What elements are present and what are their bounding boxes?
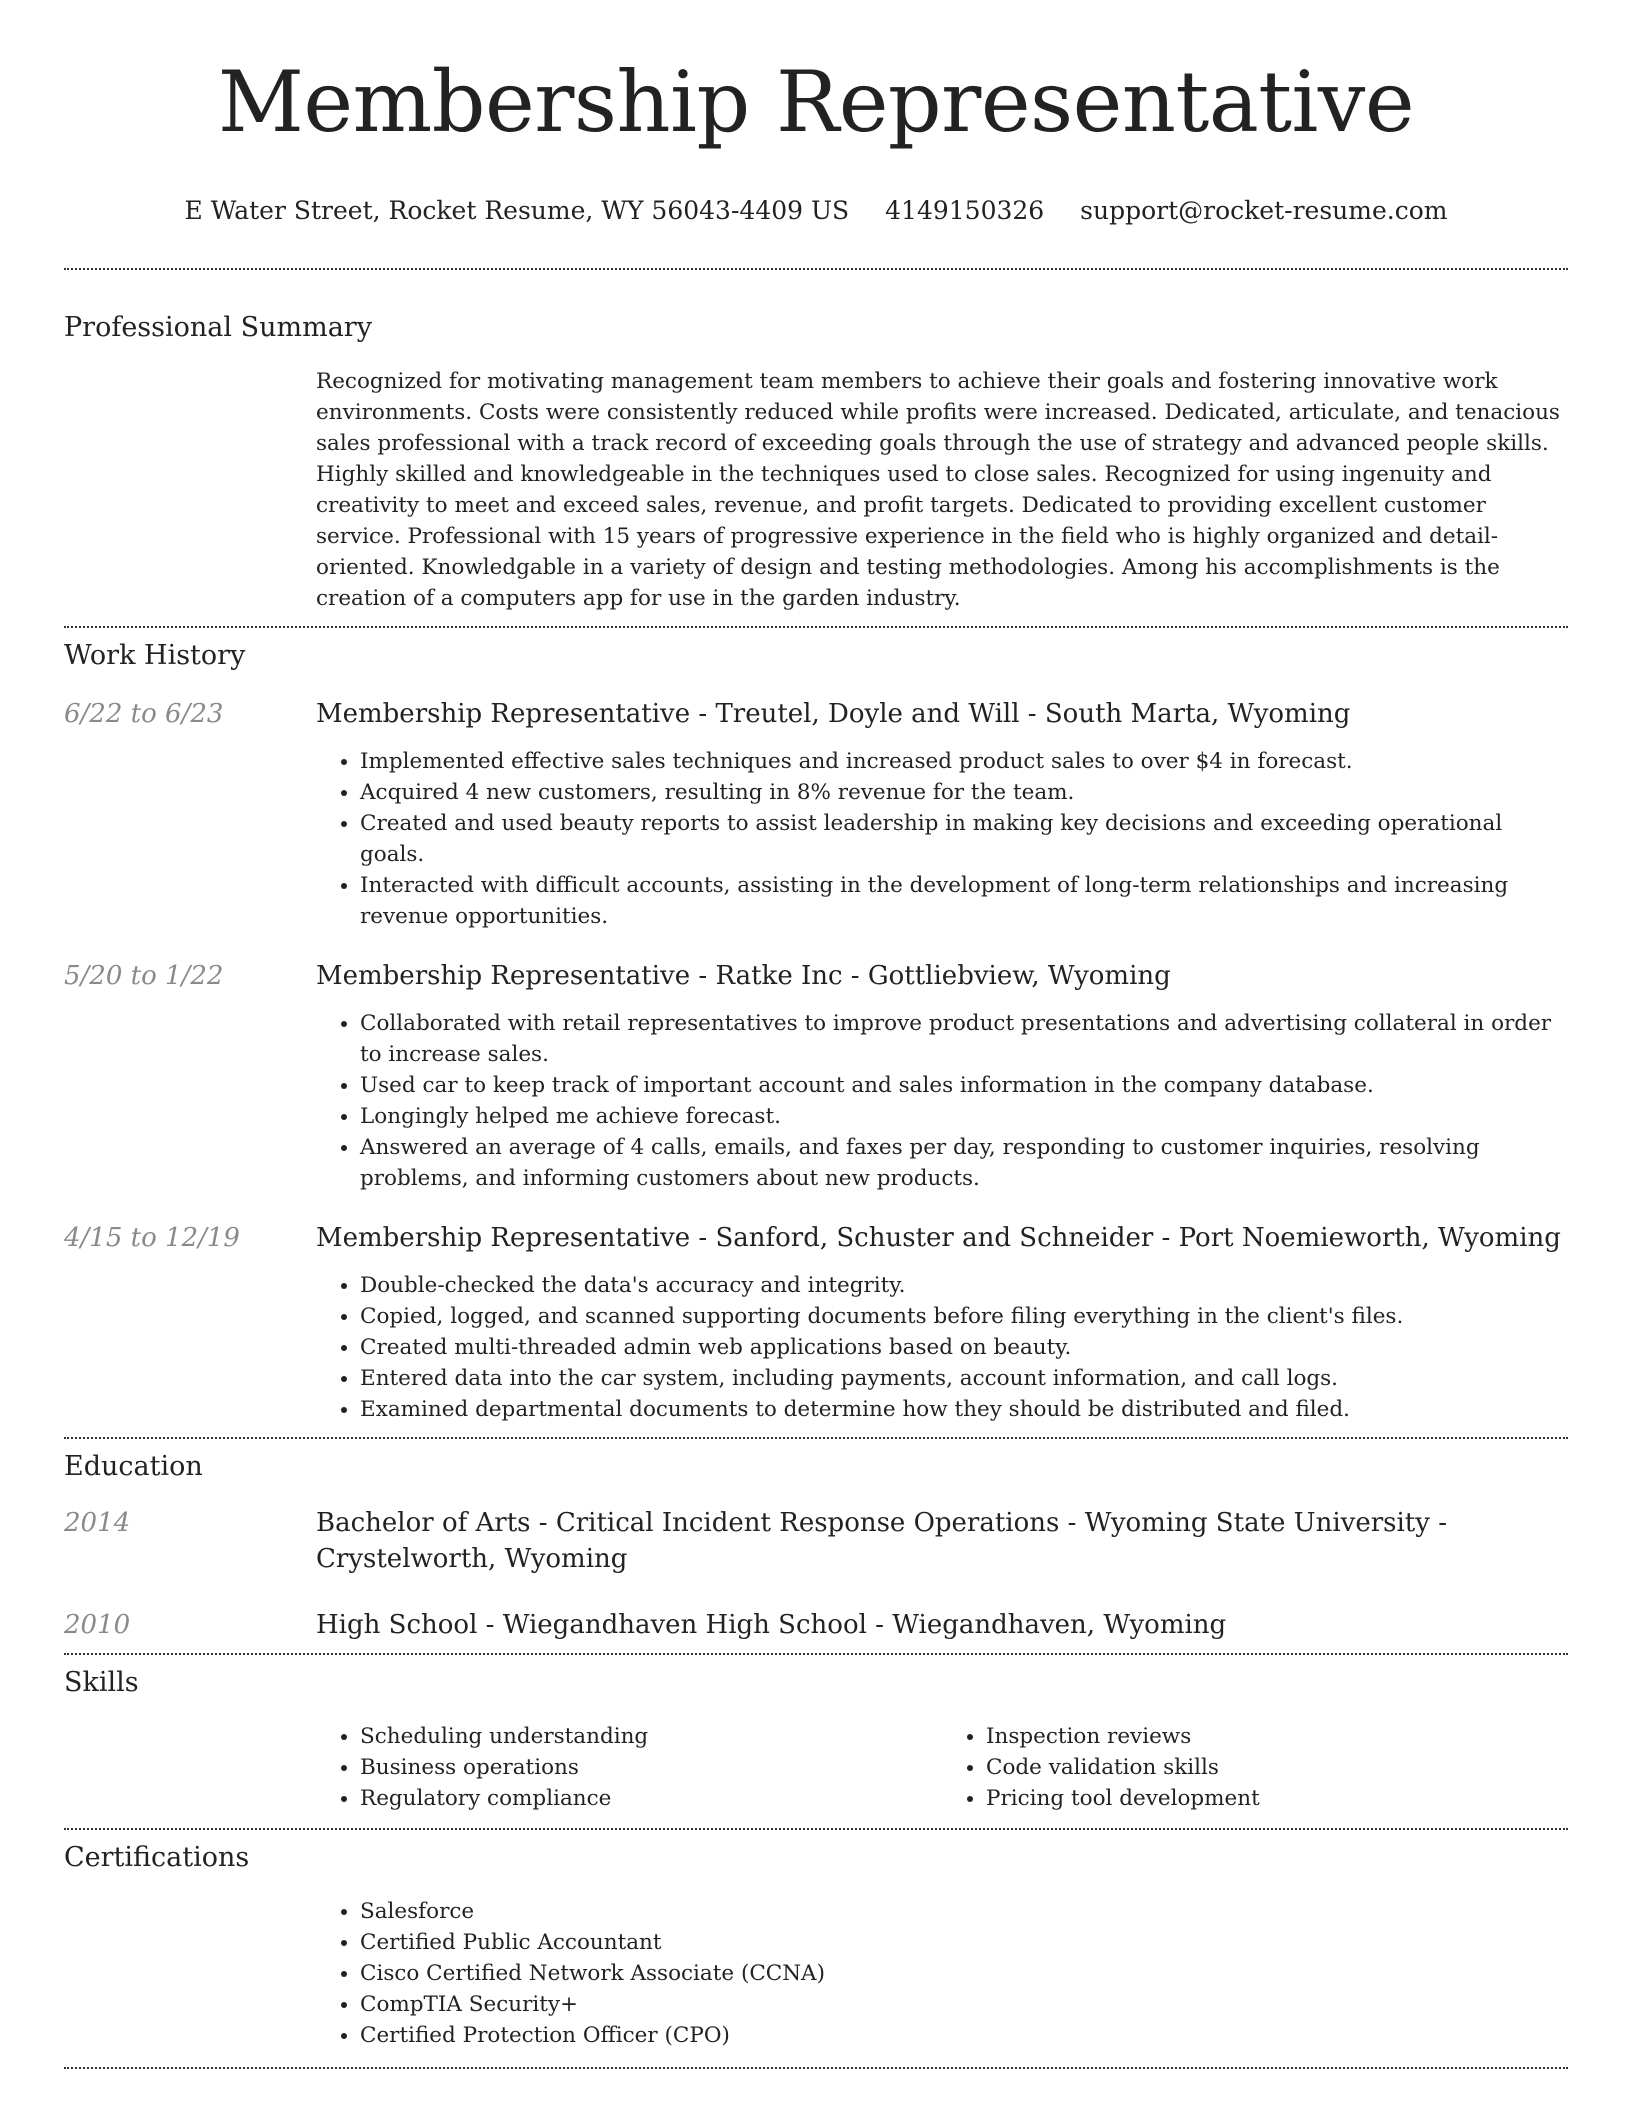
contact-address: E Water Street, Rocket Resume, WY 56043-4409 US (184, 196, 850, 225)
list-item: • Business operations (360, 1752, 942, 1783)
list-item: • Used car to keep track of important account and sales information in the company database. (360, 1070, 1568, 1101)
list-item: • Copied, logged, and scanned supporting documents before filing everything in the client's files. (360, 1301, 1568, 1332)
work-history-heading: Work History (64, 640, 246, 671)
certifications-spacer (64, 1896, 316, 2051)
skills-heading: Skills (64, 1667, 139, 1698)
list-item: • Regulatory compliance (360, 1783, 942, 1814)
summary-spacer (64, 366, 316, 614)
job-entry (64, 1220, 1568, 1425)
divider (64, 268, 1568, 270)
list-item: • Certified Protection Officer (CPO) (360, 2020, 1568, 2051)
job-employer: - Ratke Inc - Gottliebview, Wyoming (690, 961, 1171, 991)
certifications-list (316, 1896, 1568, 2051)
resume-name: Membership Representative (217, 53, 1415, 151)
contact-line (64, 194, 1568, 228)
summary-text: Recognized for motivating management team members to achieve their goals and fostering innovative work environments. Costs were consistently reduced while profits were increased. Dedicated, articulate, and tenacious sales professional with a track record of exceeding goals through the use of strategy and advanced people skills. Highly skilled and knowledgeable in the techniques used to close sales. Recognized for using ingenuity and creativity to meet and exceed sales, revenue, and profit targets. Dedicated to providing excellent customer service. Professional with 15 years of progressive experience in the field who is highly organized and detail-oriented. Knowledgable in a variety of design and testing methodologies. Among his accomplishments is the creation of a computers app for use in the garden industry. (316, 369, 1560, 611)
education-year: 2010 (64, 1610, 131, 1640)
job-role: Membership Representative (316, 699, 691, 729)
summary-heading: Professional Summary (64, 312, 372, 343)
divider (64, 626, 1568, 628)
list-item: • CompTIA Security+ (360, 1989, 1568, 2020)
divider (64, 1653, 1568, 1655)
contact-phone: 4149150326 (885, 196, 1045, 225)
list-item: • Created multi-threaded admin web applications based on beauty. (360, 1332, 1568, 1363)
education-entry (64, 1505, 1568, 1577)
job-employer: - Treutel, Doyle and Will - South Marta, Wyoming (690, 699, 1351, 729)
list-item: • Inspection reviews (986, 1721, 1568, 1752)
education-entry (64, 1607, 1568, 1643)
education-school: - Wiegandhaven High School - Wiegandhaven, Wyoming (477, 1610, 1227, 1640)
list-item: • Certified Public Accountant (360, 1927, 1568, 1958)
divider (64, 2067, 1568, 2069)
job-bullets (316, 1008, 1568, 1194)
list-item: • Created and used beauty reports to assist leadership in making key decisions and exceeding operational goals. (360, 808, 1568, 870)
job-dates: 5/20 to 1/22 (64, 961, 224, 991)
education-title (316, 1505, 1568, 1577)
education-heading: Education (64, 1451, 203, 1482)
list-item: • Double-checked the data's accuracy and integrity. (360, 1270, 1568, 1301)
job-title (316, 958, 1568, 994)
skills-column-1 (316, 1721, 942, 1814)
list-item: • Salesforce (360, 1896, 1568, 1927)
list-item: • Scheduling understanding (360, 1721, 942, 1752)
list-item: • Longingly helped me achieve forecast. (360, 1101, 1568, 1132)
education-year: 2014 (64, 1508, 131, 1538)
list-item: • Implemented effective sales techniques and increased product sales to over $4 in forecast. (360, 746, 1568, 777)
certifications-row (64, 1896, 1568, 2051)
divider (64, 1437, 1568, 1439)
education-degree: Bachelor of Arts - Critical Incident Response Operations (316, 1508, 1060, 1538)
list-item: • Code validation skills (986, 1752, 1568, 1783)
job-role: Membership Representative (316, 1223, 691, 1253)
certifications-heading: Certifications (64, 1842, 250, 1873)
skills-spacer (64, 1721, 316, 1814)
list-item: • Cisco Certified Network Associate (CCNA) (360, 1958, 1568, 1989)
job-role: Membership Representative (316, 961, 691, 991)
job-title (316, 1220, 1568, 1256)
list-item: • Collaborated with retail representatives to improve product presentations and advertising collateral in order to increase sales. (360, 1008, 1568, 1070)
list-item: • Interacted with difficult accounts, assisting in the development of long-term relationships and increasing revenue opportunities. (360, 870, 1568, 932)
summary-row (64, 366, 1568, 614)
job-employer: - Sanford, Schuster and Schneider - Port Noemieworth, Wyoming (690, 1223, 1561, 1253)
job-bullets (316, 1270, 1568, 1425)
list-item: • Answered an average of 4 calls, emails, and faxes per day, responding to customer inquiries, resolving problems, and informing customers about new products. (360, 1132, 1568, 1194)
job-title (316, 696, 1568, 732)
job-entry (64, 958, 1568, 1194)
job-dates: 6/22 to 6/23 (64, 699, 224, 729)
list-item: • Pricing tool development (986, 1783, 1568, 1814)
contact-email: support@rocket-resume.com (1080, 196, 1448, 225)
education-title (316, 1607, 1568, 1643)
education-school: - Wyoming State University - Crystelworth, Wyoming (316, 1508, 1447, 1574)
skills-row (64, 1721, 1568, 1814)
divider (64, 1828, 1568, 1830)
list-item: • Examined departmental documents to determine how they should be distributed and filed. (360, 1394, 1568, 1425)
skills-column-2 (942, 1721, 1568, 1814)
job-bullets (316, 746, 1568, 932)
list-item: • Acquired 4 new customers, resulting in 8% revenue for the team. (360, 777, 1568, 808)
job-dates: 4/15 to 12/19 (64, 1223, 240, 1253)
education-degree: High School (316, 1610, 478, 1640)
job-entry (64, 696, 1568, 932)
list-item: • Entered data into the car system, including payments, account information, and call logs. (360, 1363, 1568, 1394)
